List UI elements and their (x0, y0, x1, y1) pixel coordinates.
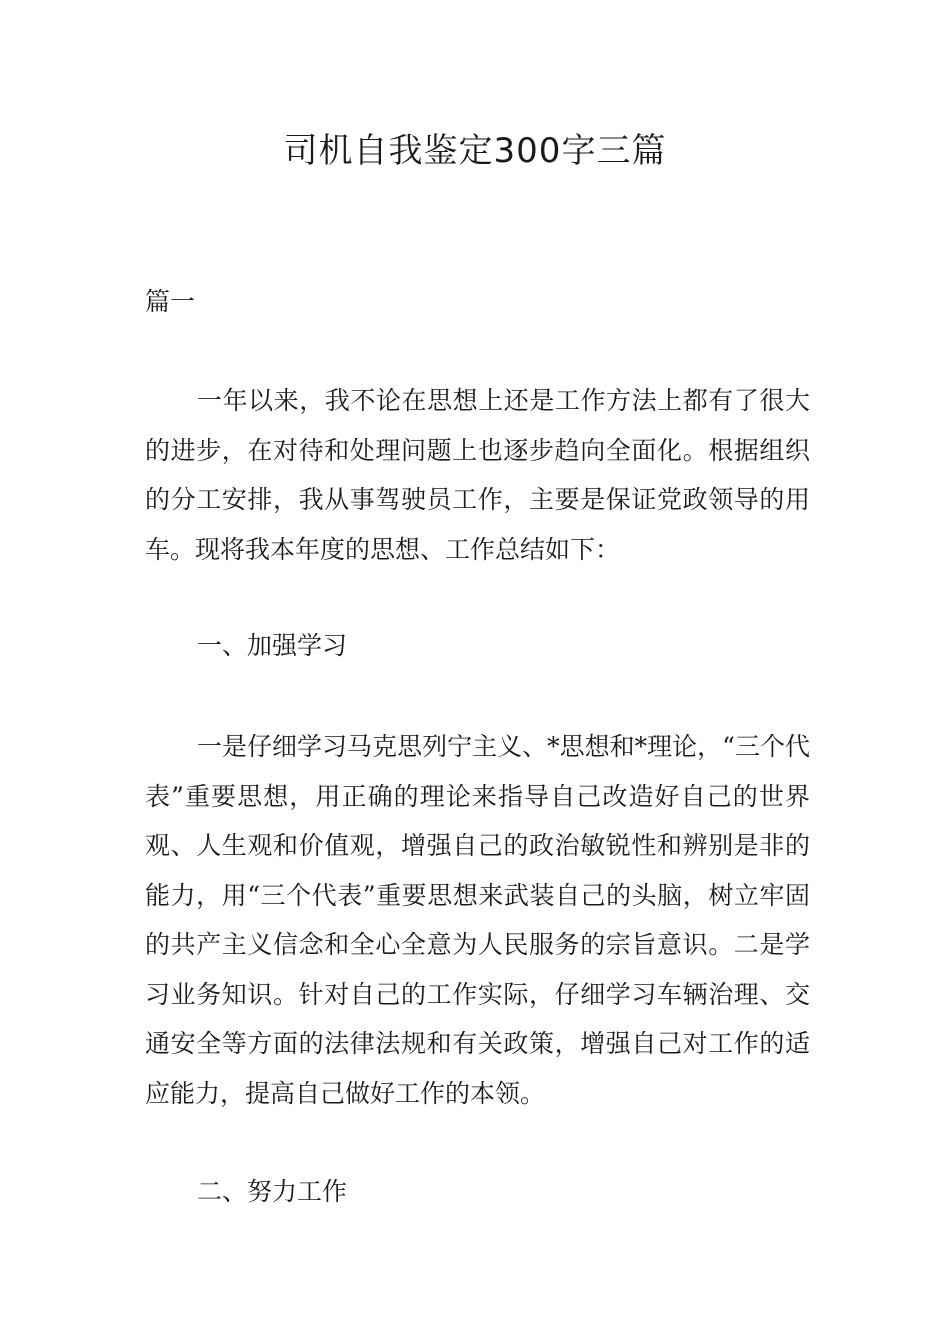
paragraph-study: 一是仔细学习马克思列宁主义、*思想和*理论，“三个代表”重要思想，用正确的理论来指导自己改造好自己的世界观、人生观和价值观，增强自己的政治敏锐性和辨别是非的能力，用“三个代表”重要思想来武装自己的头脑，树立牢固的共产主义信念和全心全意为人民服务的宗旨意识。二是学习业务知识。针对自己的工作实际，仔细学习车辆治理、交通安全等方面的法律法规和有关政策，增强自己对工作的适应能力，提高自己做好工作的本领。 (145, 732, 810, 1108)
heading-strengthen-study: 一、加强学习 (197, 631, 348, 660)
document-title: 司机自我鉴定300字三篇 (283, 131, 667, 171)
heading-work-hard: 二、努力工作 (197, 1177, 348, 1206)
section-label: 篇一 (145, 287, 196, 316)
paragraph-intro: 一年以来，我不论在思想上还是工作方法上都有了很大的进步，在对待和处理问题上也逐步趋向全面化。根据组织的分工安排，我从事驾驶员工作，主要是保证党政领导的用车。现将我本年度的思想、工作总结如下： (145, 386, 810, 564)
